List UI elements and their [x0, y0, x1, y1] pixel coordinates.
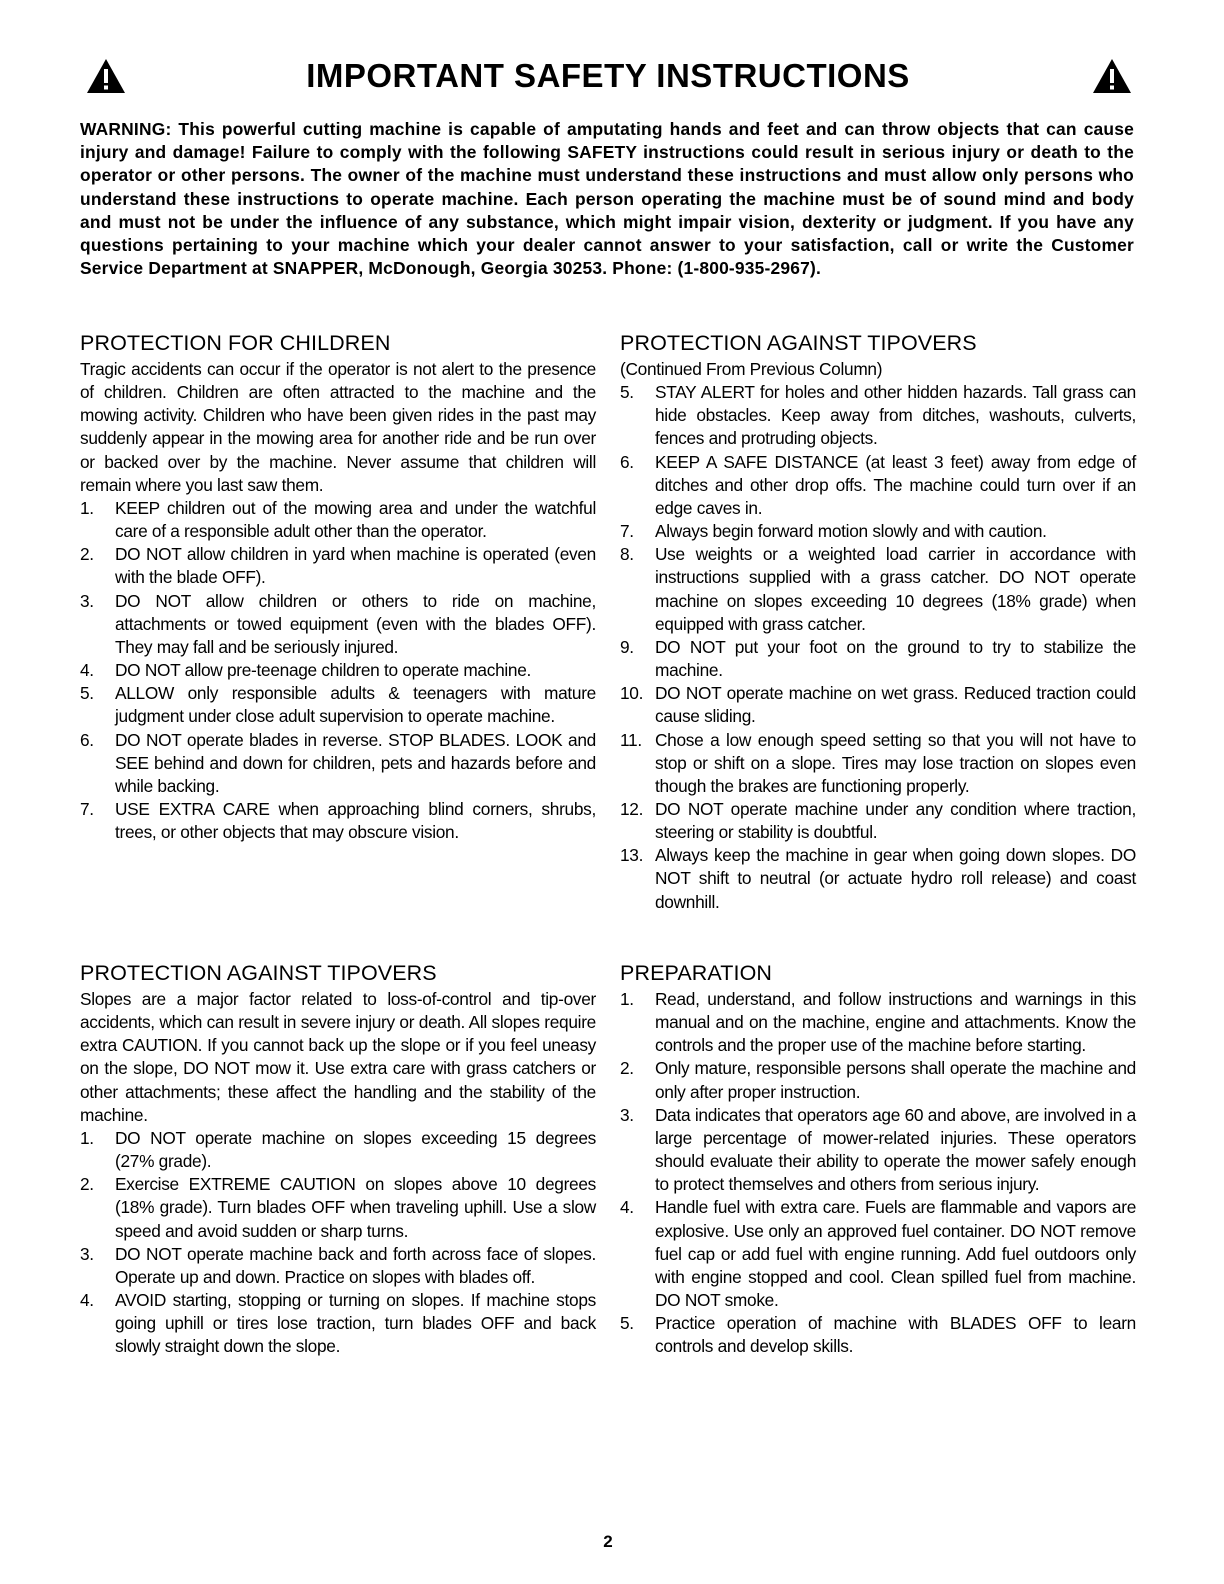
list-item-number: 1.: [620, 989, 634, 1009]
list-item: [80, 1289, 596, 1358]
list-item-number: 4.: [80, 660, 94, 681]
section-title-tipovers: PROTECTION AGAINST TIPOVERS: [80, 961, 437, 985]
list-item-text: DO NOT operate blades in reverse. STOP BLADES. LOOK and SEE behind and down for children, pets and hazards before and while backing.: [115, 729, 596, 796]
list-item: [620, 636, 1136, 682]
list-item-number: 5.: [620, 382, 634, 403]
list-item: [620, 1312, 1136, 1358]
list-item-text: Use weights or a weighted load carrier in accordance with instructions supplied with a grass catcher. DO NOT operate machine on slopes exceeding 10 degrees (18% grade) when equipped with grass catcher.: [655, 544, 1136, 634]
list-item-text: DO NOT allow children in yard when machine is operated (even with the blade OFF).: [115, 544, 596, 588]
children-list: [80, 497, 596, 844]
list-item: [80, 659, 596, 682]
list-item-text: Chose a low enough speed setting so that you will not have to stop or shift on a slope. Tires may lose traction on slopes even though the brakes are functioning properly.: [655, 729, 1136, 796]
list-item-text: DO NOT operate machine under any condition where traction, steering or stability is doubtful.: [655, 798, 1136, 843]
page-number: 2: [603, 1532, 613, 1551]
list-item: [620, 988, 1136, 1057]
list-item: [620, 381, 1136, 450]
list-item-number: 12.: [620, 798, 644, 819]
list-item-text: KEEP children out of the mowing area and under the watchful care of a responsible adult other than the operator.: [115, 497, 596, 542]
section-preparation: [620, 960, 1136, 1359]
list-item-text: AVOID starting, stopping or turning on slopes. If machine stops going uphill or tires lose traction, turn blades OFF and back slowly straight down the slope.: [115, 1290, 596, 1357]
warning-paragraph: WARNING: This powerful cutting machine is capable of amputating hands and feet and can throw objects that can cause injury and damage! Failure to comply with the following SAFETY instructions could result in serious injury or death to the operator or other persons. The owner of the machine must understand these instructions and must allow only persons who understand these instructions to operate machine. Each person operating the machine must be of sound mind and body and must not be under the influence of any substance, which might impair vision, dexterity or judgment. If you have any questions pertaining to your machine which your dealer cannot answer to your satisfaction, call or write the Customer Service Department at SNAPPER, McDonough, Georgia 30253. Phone: (1-800-935-2967).: [80, 119, 1134, 279]
list-item-text: USE EXTRA CARE when approaching blind corners, shrubs, trees, or other objects that may obscure vision.: [115, 798, 596, 843]
list-item: [620, 520, 1136, 543]
list-item-number: 10.: [620, 683, 644, 704]
section-tipovers: [80, 960, 596, 1359]
list-item-number: 5.: [80, 683, 94, 704]
tipovers-intro: Slopes are a major factor related to loss-of-control and tip-over accidents, which can result in severe injury or death. All slopes require extra CAUTION. If you cannot back up the slope or if you feel uneasy on the slope, DO NOT mow it. Use extra care with grass catchers or other attachments; these affect the handling and the stability of the machine.: [80, 989, 596, 1125]
list-item: [80, 682, 596, 728]
list-item-number: 6.: [80, 729, 94, 750]
warning-triangle-icon: [1092, 58, 1132, 94]
list-item: [620, 1196, 1136, 1312]
list-item: [620, 543, 1136, 636]
list-item-text: Practice operation of machine with BLADES OFF to learn controls and develop skills.: [655, 1313, 1136, 1357]
list-item: [620, 1057, 1136, 1103]
list-item-text: DO NOT allow pre-teenage children to operate machine.: [115, 660, 532, 681]
list-item-number: 9.: [620, 636, 634, 657]
warning-triangle-icon: [86, 58, 126, 94]
page-title: IMPORTANT SAFETY INSTRUCTIONS: [306, 57, 910, 94]
section-tipovers-continued: [620, 330, 1136, 914]
list-item-number: 2.: [80, 544, 94, 565]
list-item: [620, 844, 1136, 913]
list-item-number: 7.: [80, 798, 94, 819]
manual-page: [80, 0, 1136, 1584]
title-bar: [80, 56, 1136, 100]
list-item-text: DO NOT operate machine on wet grass. Reduced traction could cause sliding.: [655, 683, 1136, 727]
list-item-number: 5.: [620, 1313, 634, 1334]
list-item-number: 3.: [80, 1243, 94, 1264]
list-item-number: 1.: [80, 1127, 94, 1148]
list-item-text: STAY ALERT for holes and other hidden hazards. Tall grass can hide obstacles. Keep away from ditches, washouts, culverts, fences and protruding objects.: [655, 382, 1136, 449]
list-item: [620, 798, 1136, 844]
list-item: [620, 1104, 1136, 1197]
list-item-number: 2.: [620, 1058, 634, 1079]
list-item: [80, 1173, 596, 1242]
list-item: [620, 451, 1136, 520]
preparation-list: [620, 988, 1136, 1359]
list-item-number: 6.: [620, 451, 634, 472]
section-title-children: PROTECTION FOR CHILDREN: [80, 331, 391, 355]
list-item-number: 13.: [620, 845, 644, 866]
list-item: [80, 729, 596, 798]
list-item-number: 1.: [80, 497, 94, 518]
list-item-text: DO NOT operate machine back and forth across face of slopes. Operate up and down. Practice on slopes with blades off.: [115, 1243, 596, 1287]
list-item-number: 11.: [620, 729, 642, 750]
list-item-number: 3.: [80, 590, 94, 611]
list-item-text: Data indicates that operators age 60 and above, are involved in a large percentage of mower-related injuries. These operators should evaluate their ability to operate the mower safely enough to protect themselves and others from serious injury.: [655, 1104, 1136, 1195]
list-item: [620, 729, 1136, 798]
list-item-number: 4.: [620, 1197, 634, 1218]
list-item: [80, 590, 596, 659]
section-title-tipovers-continued: PROTECTION AGAINST TIPOVERS: [620, 331, 977, 355]
tipovers-continued-list: [620, 381, 1136, 914]
list-item-text: DO NOT allow children or others to ride on machine, attachments or towed equipment (even with the blades OFF). They may fall and be seriously injured.: [115, 590, 596, 657]
list-item: [80, 798, 596, 844]
tipovers-list: [80, 1127, 596, 1359]
list-item-number: 8.: [620, 544, 634, 565]
children-intro: Tragic accidents can occur if the operator is not alert to the presence of children. Children are often attracted to the machine and the mowing activity. Children who have been given rides in the past may suddenly appear in the mowing area for another ride and be run over or backed over by the machine. Never assume that children will remain where you last saw them.: [80, 359, 596, 495]
list-item-text: Read, understand, and follow instructions and warnings in this manual and on the machine, engine and attachments. Know the controls and the proper use of the machine before starting.: [655, 989, 1136, 1056]
list-item-text: Always begin forward motion slowly and with caution.: [655, 521, 1047, 542]
list-item-text: DO NOT put your foot on the ground to try to stabilize the machine.: [655, 636, 1136, 681]
list-item: [80, 543, 596, 589]
list-item: [620, 682, 1136, 728]
list-item-number: 4.: [80, 1290, 94, 1311]
list-item: [80, 1243, 596, 1289]
section-title-preparation: PREPARATION: [620, 961, 773, 985]
list-item-number: 7.: [620, 521, 634, 542]
list-item-text: DO NOT operate machine on slopes exceeding 15 degrees (27% grade).: [115, 1127, 596, 1172]
list-item-text: Handle fuel with extra care. Fuels are flammable and vapors are explosive. Use only an approved fuel container. DO NOT remove fuel cap or add fuel with engine running. Add fuel outdoors only with engine stopped and cool. Clean spilled fuel from machine. DO NOT smoke.: [655, 1197, 1136, 1311]
list-item: [80, 497, 596, 543]
list-item-text: ALLOW only responsible adults & teenagers with mature judgment under close adult supervision to operate machine.: [115, 683, 596, 727]
list-item: [80, 1127, 596, 1173]
section-children: [80, 330, 596, 844]
list-item-text: Exercise EXTREME CAUTION on slopes above 10 degrees (18% grade). Turn blades OFF when traveling uphill. Use a slow speed and avoid sudden or sharp turns.: [115, 1174, 596, 1241]
list-item-text: Only mature, responsible persons shall operate the machine and only after proper instruction.: [655, 1058, 1136, 1102]
tipovers-continued-note: (Continued From Previous Column): [620, 359, 883, 379]
list-item-text: KEEP A SAFE DISTANCE (at least 3 feet) away from edge of ditches and other drop offs. The machine could turn over if an edge caves in.: [655, 451, 1136, 518]
list-item-number: 2.: [80, 1174, 94, 1195]
list-item-number: 3.: [620, 1104, 634, 1125]
list-item-text: Always keep the machine in gear when going down slopes. DO NOT shift to neutral (or actuate hydro roll release) and coast downhill.: [655, 845, 1136, 912]
